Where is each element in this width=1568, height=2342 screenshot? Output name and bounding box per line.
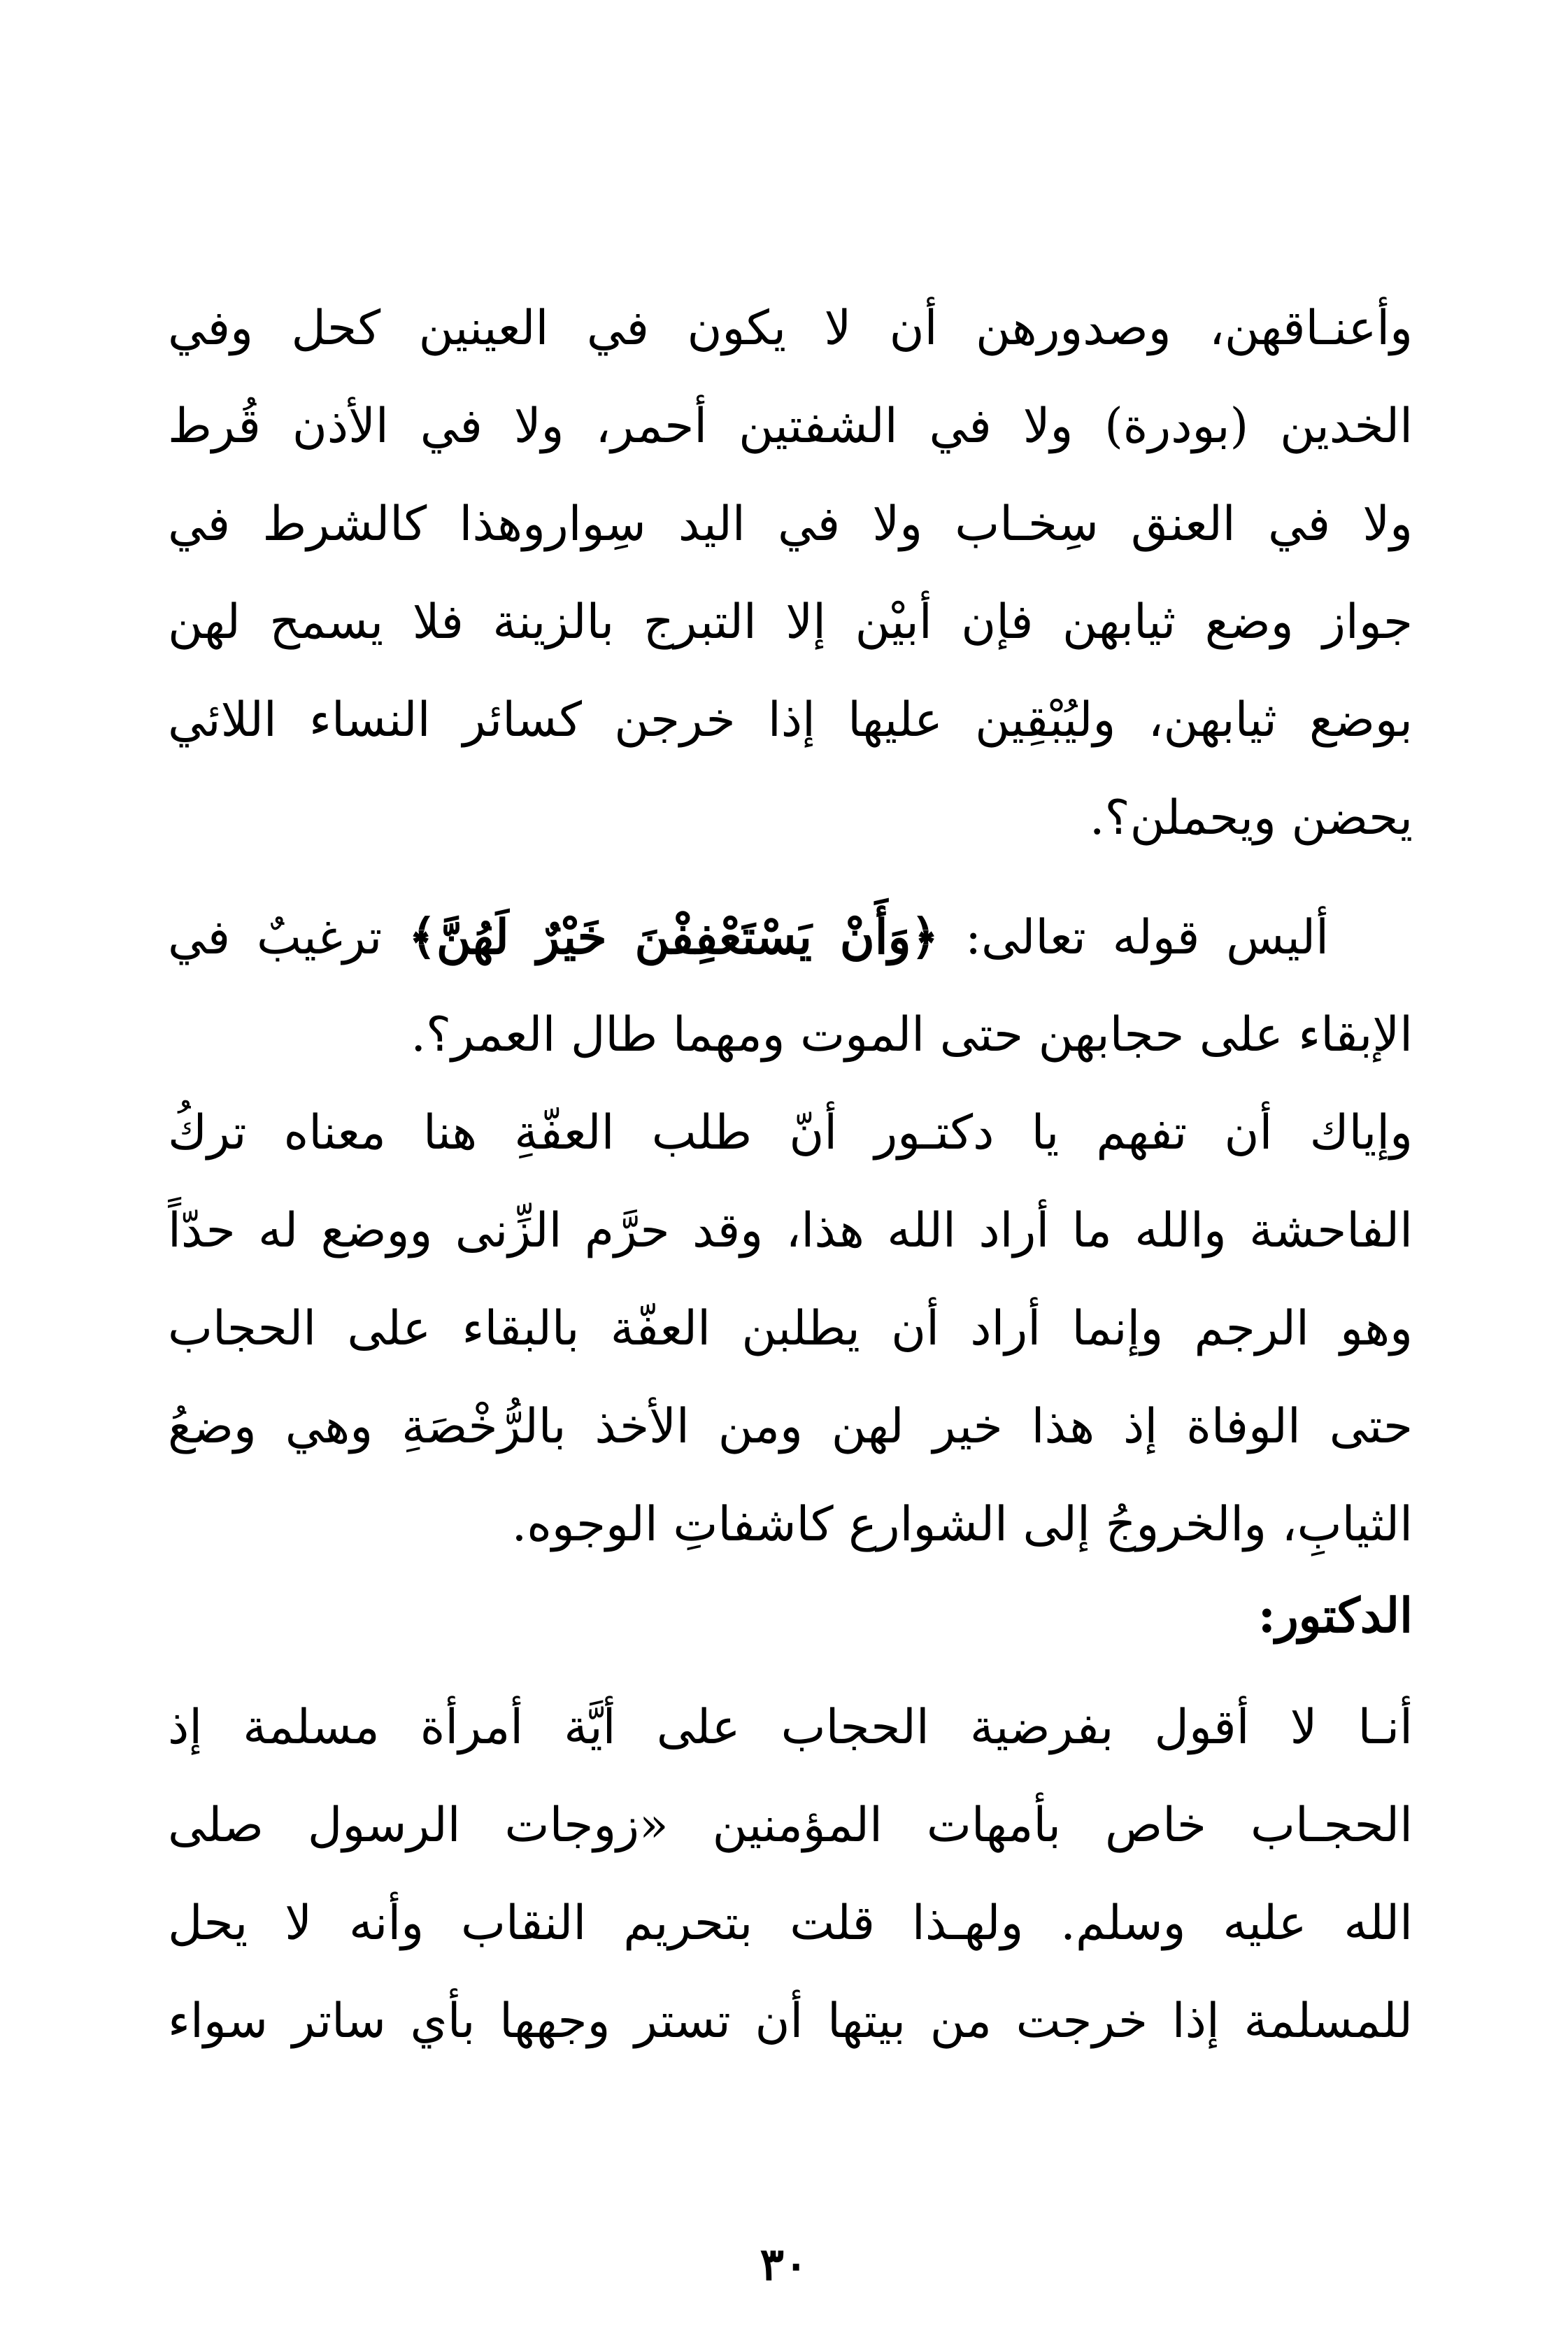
text-line: ولا في العنق سِخـاب ولا في اليد سِواروهذا كالشرط في (168, 497, 1413, 552)
text-segment: أليس قوله تعالى: (965, 910, 1329, 965)
speaker-heading: الدكتور: (1257, 1588, 1413, 1644)
text-line: وأعنـاقهن، وصدورهن أن لا يكون في العينين كحل وفي (168, 301, 1413, 356)
text-line: للمسلمة إذا خرجت من بيتها أن تستر وجهها بأي ساتر سواء (168, 1994, 1413, 2049)
text-line: وهو الرجم وإنما أراد أن يطلبن العفّة بالبقاء على الحجاب (168, 1301, 1413, 1356)
page-number: ٣٠ (760, 2238, 808, 2291)
text-segment: ترغيبٌ في (168, 910, 383, 965)
text-line: جواز وضع ثيابهن فإن أبيْن إلا التبرج بالزينة فلا يسمح لهن (168, 595, 1413, 650)
text-line: الفاحشة والله ما أراد الله هذا، وقد حرَّم الزِّنى ووضع له حدّاً (168, 1203, 1413, 1258)
text-line: حتى الوفاة إذ هذا خير لهن ومن الأخذ بالرُّخْصَةِ وهي وضعُ (168, 1399, 1413, 1454)
text-line-with-quote (168, 888, 1413, 986)
text-line: أنـا لا أقول بفرضية الحجاب على أيَّة أمرأة مسلمة إذ (168, 1700, 1413, 1755)
text-line: الله عليه وسلم. ولهـذا قلت بتحريم النقاب وأنه لا يحل (168, 1896, 1413, 1951)
text-line: الحجـاب خاص بأمهات المؤمنين «زوجات الرسول صلى (168, 1798, 1413, 1853)
quran-quote: ﴿وَأَنْ يَسْتَعْفِفْنَ خَيْرٌ لَهُنَّ﴾ (408, 909, 939, 965)
text-line: وإياك أن تفهم يا دكتـور أنّ طلب العفّةِ هنا معناه تركُ (168, 1105, 1413, 1161)
text-line: الثيابِ، والخروجُ إلى الشوارع كاشفاتِ الوجوه. (511, 1497, 1413, 1552)
text-line: يحضن ويحملن؟. (1089, 790, 1413, 846)
text-line: بوضع ثيابهن، وليُبْقِين عليها إذا خرجن كسائر النساء اللائي (168, 693, 1413, 748)
text-line: الخدين (بودرة) ولا في الشفتين أحمر، ولا في الأذن قُرط (168, 399, 1413, 454)
text-line: الإبقاء على حجابهن حتى الموت ومهما طال العمر؟. (411, 1007, 1413, 1063)
